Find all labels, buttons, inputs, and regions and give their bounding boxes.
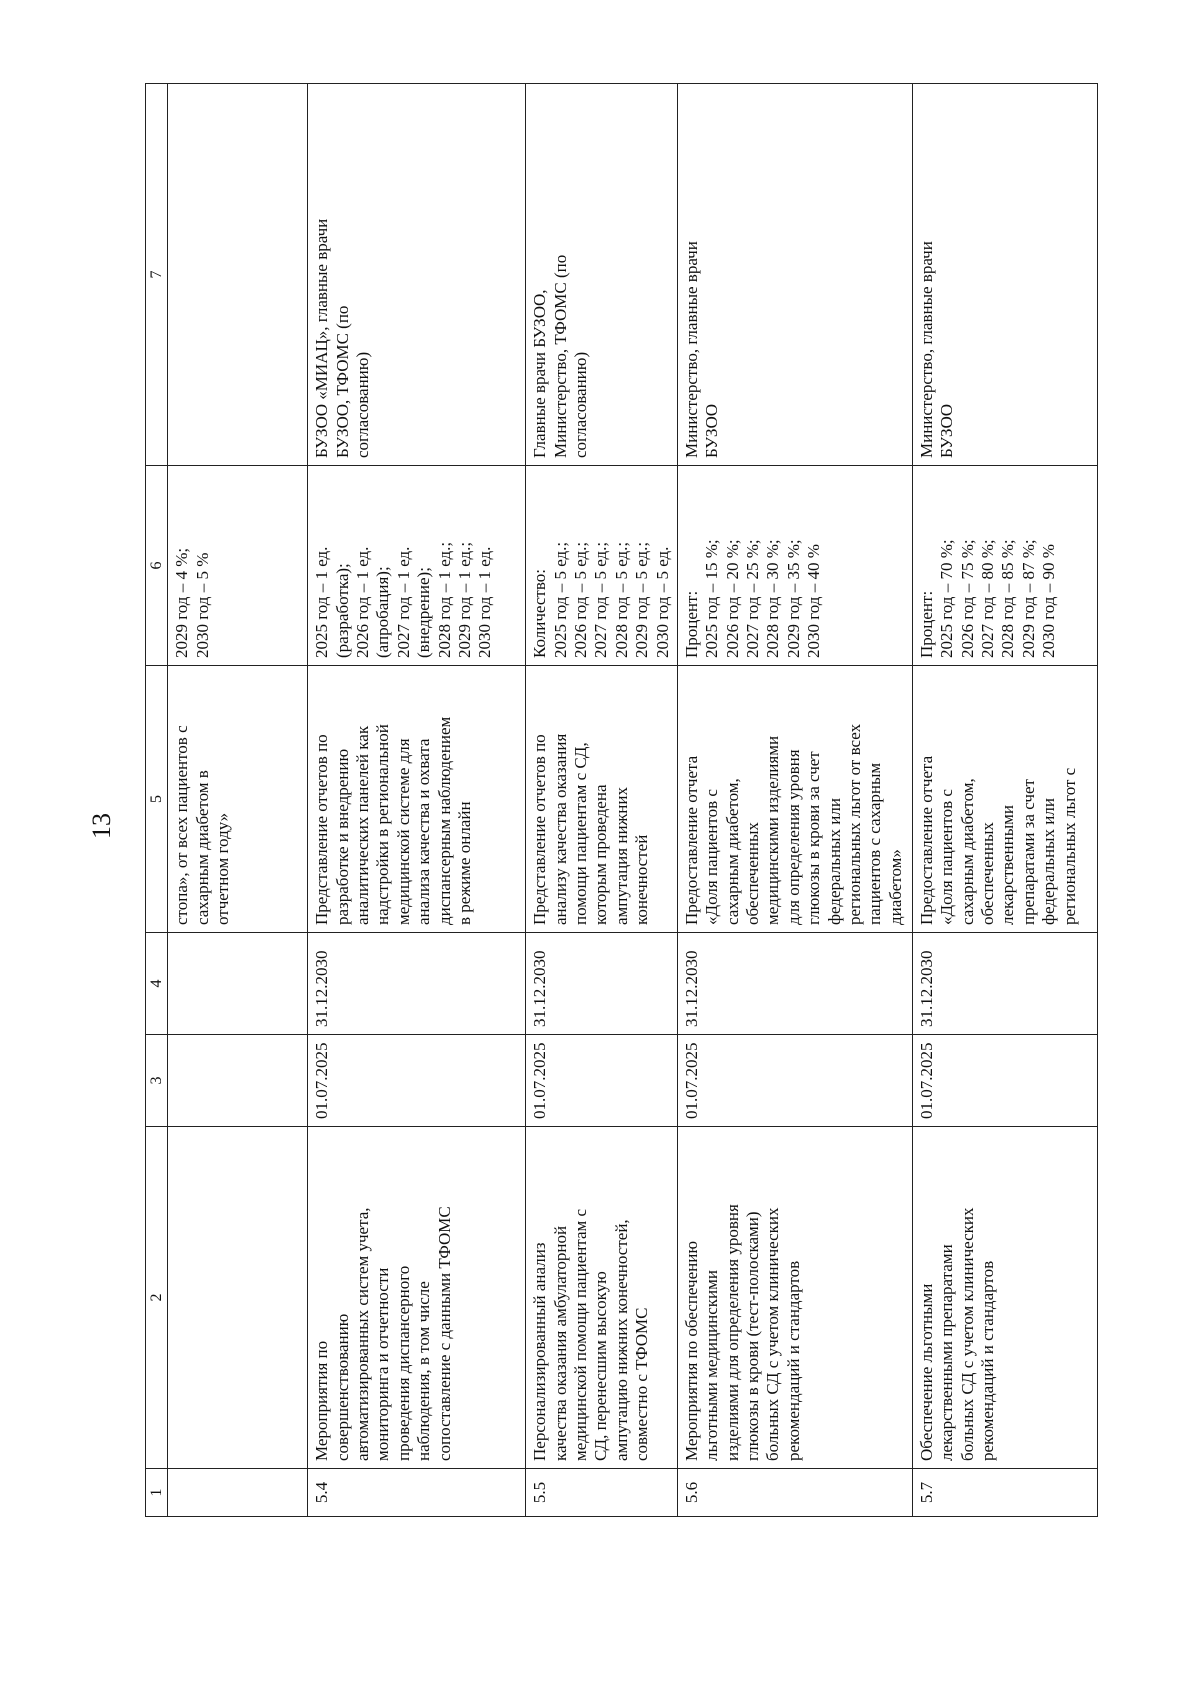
end-date-cell: 31.12.2030 [526, 933, 678, 1035]
end-date-cell: 31.12.2030 [912, 933, 1097, 1035]
activity-cell: Мероприятия по совершенствованию автоматизированных систем учета, мониторинга и отчетности проведения диспансерного наблюдения, в том числе сопоставление с данными ТФОМС [308, 1127, 526, 1469]
column-number: 4 [146, 933, 168, 1035]
row-number-cell: 5.6 [677, 1469, 912, 1517]
responsible-cell: БУЗОО «МИАЦ», главные врачи БУЗОО, ТФОМС (по согласованию) [308, 84, 526, 466]
target-values-cell: 2029 год – 4 %; 2030 год – 5 % [168, 466, 308, 666]
activity-cell: Мероприятия по обеспечению льготными медицинскими изделиями для определения уровня глюкозы в крови (тест-полосками) больных СД с учетом клинических рекомендаций и стандартов [677, 1127, 912, 1469]
table-row [308, 84, 526, 1517]
table-row [526, 84, 678, 1517]
target-values-cell: Количество: 2025 год – 5 ед.; 2026 год – 5 ед.; 2027 год – 5 ед.; 2028 год – 5 ед.; 2029 год – 5 ед.; 2030 год – 5 ед. [526, 466, 678, 666]
column-number-row [146, 84, 168, 1517]
column-number: 1 [146, 1469, 168, 1517]
result-cell: Представление отчетов по разработке и внедрению аналитических панелей как надстройки в региональной медицинской системе для анализа качества и охвата диспансерным наблюдением в режиме онлайн [308, 666, 526, 933]
result-cell: Представление отчетов по анализу качества оказания помощи пациентам с СД, которым проведена ампутация нижних конечностей [526, 666, 678, 933]
column-number: 3 [146, 1035, 168, 1127]
start-date-cell: 01.07.2025 [526, 1035, 678, 1127]
result-cell: Предоставление отчета «Доля пациентов с сахарным диабетом, обеспеченных лекарственными препаратами за счет федеральных или региональных льгот с [912, 666, 1097, 933]
column-number: 6 [146, 466, 168, 666]
activity-plan-table [145, 83, 1098, 1517]
activity-cell: Обеспечение льготными лекарственными препаратами больных СД с учетом клинических рекомендаций и стандартов [912, 1127, 1097, 1469]
activity-cell [168, 1127, 308, 1469]
row-number-cell [168, 1469, 308, 1517]
start-date-cell: 01.07.2025 [677, 1035, 912, 1127]
page-number: 13 [87, 813, 116, 839]
responsible-cell [168, 84, 308, 466]
target-values-cell: Процент: 2025 год – 70 %; 2026 год – 75 %; 2027 год – 80 %; 2028 год – 85 %; 2029 год – 87 %; 2030 год – 90 % [912, 466, 1097, 666]
target-values-cell: Процент: 2025 год – 15 %; 2026 год – 20 %; 2027 год – 25 %; 2028 год – 30 %; 2029 год – 35 %; 2030 год – 40 % [677, 466, 912, 666]
rotated-table-sheet [145, 84, 1098, 1517]
start-date-cell: 01.07.2025 [912, 1035, 1097, 1127]
end-date-cell [168, 933, 308, 1035]
end-date-cell: 31.12.2030 [308, 933, 526, 1035]
column-number: 7 [146, 84, 168, 466]
result-cell: стопа», от всех пациентов с сахарным диабетом в отчетном году» [168, 666, 308, 933]
column-number: 5 [146, 666, 168, 933]
target-values-cell: 2025 год – 1 ед. (разработка); 2026 год – 1 ед. (апробация); 2027 год – 1 ед. (внедрение); 2028 год – 1 ед.; 2029 год – 1 ед.; 2030 год – 1 ед. [308, 466, 526, 666]
result-cell: Предоставление отчета «Доля пациентов с сахарным диабетом, обеспеченных медицинскими изделиями для определения уровня глюкозы в крови за счет федеральных или региональных льгот от всех пациентов с сахарным диабетом» [677, 666, 912, 933]
row-number-cell: 5.5 [526, 1469, 678, 1517]
table-row [677, 84, 912, 1517]
responsible-cell: Министерство, главные врачи БУЗОО [677, 84, 912, 466]
responsible-cell: Министерство, главные врачи БУЗОО [912, 84, 1097, 466]
start-date-cell: 01.07.2025 [308, 1035, 526, 1127]
row-number-cell: 5.7 [912, 1469, 1097, 1517]
row-number-cell: 5.4 [308, 1469, 526, 1517]
end-date-cell: 31.12.2030 [677, 933, 912, 1035]
start-date-cell [168, 1035, 308, 1127]
table-row [912, 84, 1097, 1517]
table-row [168, 84, 308, 1517]
activity-cell: Персонализированный анализ качества оказания амбулаторной медицинской помощи пациентам с СД, перенесшим высокую ампутацию нижних конечностей, совместно с ТФОМС [526, 1127, 678, 1469]
responsible-cell: Главные врачи БУЗОО, Министерство, ТФОМС (по согласованию) [526, 84, 678, 466]
column-number: 2 [146, 1127, 168, 1469]
